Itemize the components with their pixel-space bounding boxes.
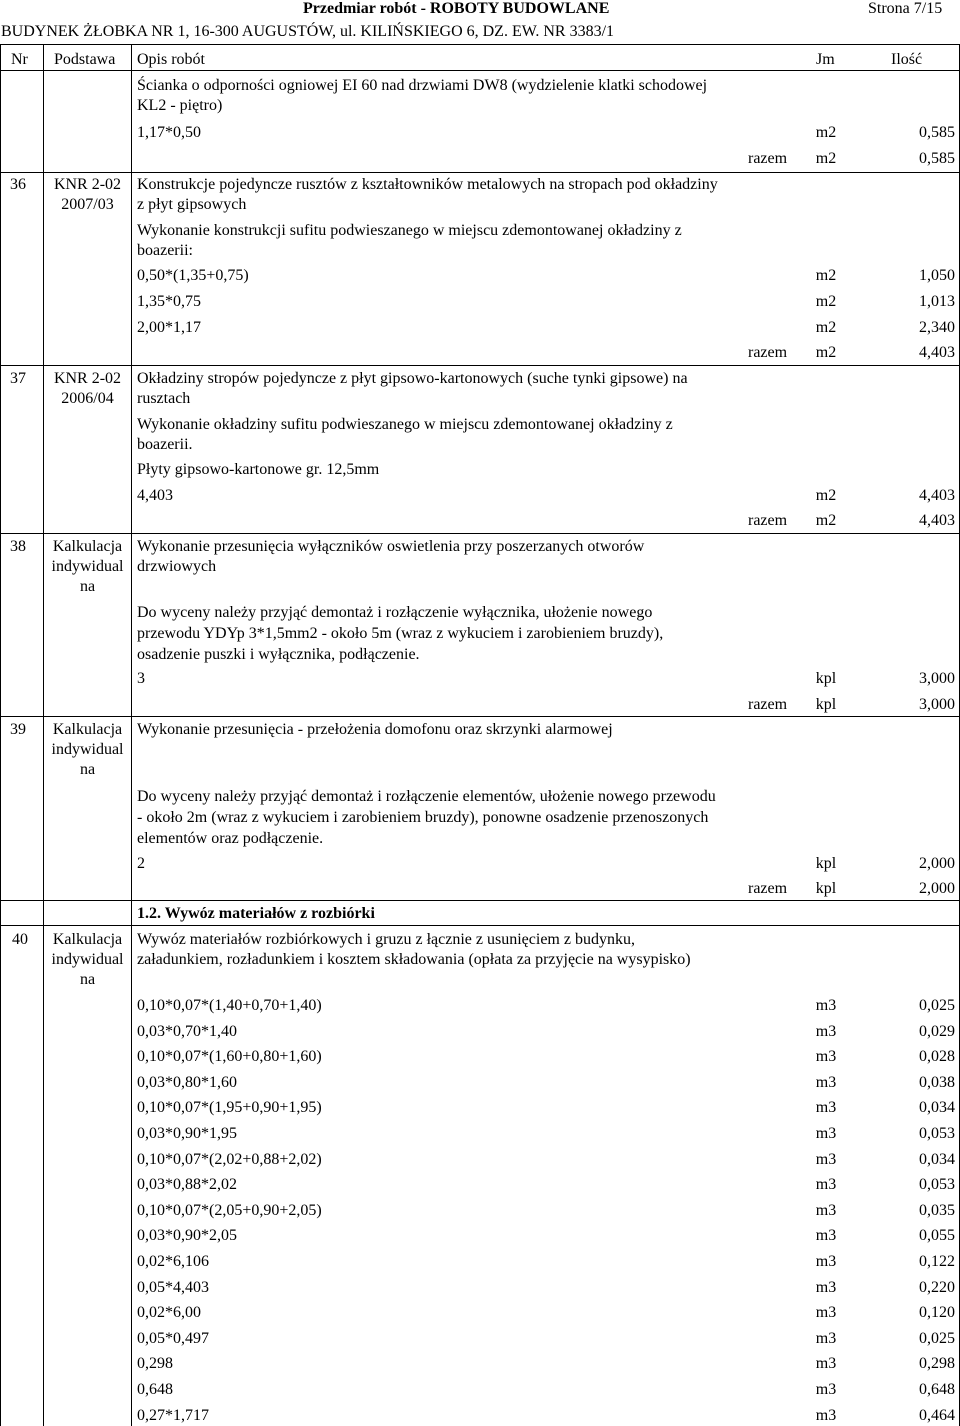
calc-expression: 0,648 [137,1381,173,1398]
page-number: Strona 7/15 [868,0,943,17]
row-separator [0,925,960,926]
calc-quantity: 0,464 [919,1407,955,1424]
calc-unit: m3 [815,1125,837,1142]
row-separator [0,172,960,173]
total-unit: kpl [815,696,837,713]
item-title-line: Konstrukcje pojedyncze rusztów z kształtowników metalowych na stropach pod okładziny [137,176,718,193]
calc-unit: m3 [815,1330,837,1347]
total-label: razem [748,150,788,167]
item-title-line: Wywóz materiałów rozbiórkowych i gruzu z łącznie z usunięciem z budynku, [137,931,635,948]
item-note-line: Wykonanie konstrukcji sufitu podwieszanego w miejscu zdemontowanej okładziny z [137,222,682,239]
description-line: KL2 - piętro) [137,97,223,114]
calc-expression: 0,03*0,90*2,05 [137,1227,237,1244]
calc-quantity: 0,034 [919,1099,955,1116]
total-label: razem [748,512,788,529]
item-title-line: Wykonanie przesunięcia wyłączników oswietlenia przy poszerzanych otworów [137,538,645,555]
item-basis: 2007/03 [61,196,114,213]
calc-unit: m3 [815,1381,837,1398]
calc-expression: 0,27*1,717 [137,1407,209,1424]
project-address: BUDYNEK ŻŁOBKA NR 1, 16-300 AUGUSTÓW, ul. KILIŃSKIEGO 6, DZ. EW. NR 3383/1 [1,23,615,40]
item-basis: Kalkulacja [52,538,123,555]
calc-unit: m3 [815,1074,837,1091]
total-quantity: 4,403 [919,344,955,361]
item-basis: KNR 2-02 [53,176,122,193]
total-quantity: 4,403 [919,512,955,529]
col-header-quantity: Ilość [891,51,923,68]
calc-expression: 0,10*0,07*(1,40+0,70+1,40) [137,997,322,1014]
calc-quantity: 0,034 [919,1151,955,1168]
item-basis: na [79,578,96,595]
total-quantity: 3,000 [919,696,955,713]
calc-unit: m3 [815,1048,837,1065]
calc-unit: m2 [815,487,837,504]
calc-expression: 0,03*0,80*1,60 [137,1074,237,1091]
calc-unit: m3 [815,1407,837,1424]
calc-quantity: 2,000 [919,855,955,872]
calc-quantity: 2,340 [919,319,955,336]
calc-expression: 3 [137,670,145,687]
calc-quantity: 0,038 [919,1074,955,1091]
item-basis: indywidual [51,558,124,575]
calc-unit: m3 [815,1304,837,1321]
total-quantity: 0,585 [919,150,955,167]
calc-quantity: 0,053 [919,1125,955,1142]
total-unit: m2 [815,150,837,167]
calc-quantity: 1,050 [919,267,955,284]
calc-quantity: 0,585 [919,124,955,141]
item-note-line: boazerii. [137,436,193,453]
item-note-line: boazerii: [137,242,193,259]
calc-quantity: 0,028 [919,1048,955,1065]
item-note-line: - około 2m (wraz z wykuciem i zarobieniem bruzdy), ponowne osadzenie przenoszonych [137,809,709,826]
item-title-line: drzwiowych [137,558,217,575]
calc-quantity: 0,298 [919,1355,955,1372]
calc-unit: m3 [815,1099,837,1116]
col-header-basis: Podstawa [54,51,116,68]
item-note-line: osadzenie puszki i wyłącznika, podłączenie. [137,646,420,663]
calc-expression: 0,03*0,90*1,95 [137,1125,237,1142]
calc-unit: m2 [815,319,837,336]
calc-unit: kpl [815,855,837,872]
calc-quantity: 0,220 [919,1279,955,1296]
item-note-line: elementów oraz podłączenie. [137,830,324,847]
calc-quantity: 0,035 [919,1202,955,1219]
calc-expression: 0,10*0,07*(2,02+0,88+2,02) [137,1151,322,1168]
calc-expression: 0,02*6,106 [137,1253,209,1270]
calc-expression: 0,10*0,07*(1,95+0,90+1,95) [137,1099,322,1116]
calc-unit: m3 [815,1279,837,1296]
calc-unit: m3 [815,1151,837,1168]
item-basis: KNR 2-02 [53,370,122,387]
calc-unit: m3 [815,1176,837,1193]
calc-quantity: 0,053 [919,1176,955,1193]
calc-unit: m2 [815,124,837,141]
calc-expression: 0,10*0,07*(2,05+0,90+2,05) [137,1202,322,1219]
calc-quantity: 0,055 [919,1227,955,1244]
row-separator [0,900,960,901]
calc-expression: 0,298 [137,1355,173,1372]
calc-unit: m3 [815,1355,837,1372]
item-basis: indywidual [51,951,124,968]
item-number: 37 [10,370,26,387]
calc-unit: m3 [815,1202,837,1219]
description-line: Ścianka o odporności ogniowej EI 60 nad drzwiami DW8 (wydzielenie klatki schodowej [137,77,708,94]
total-label: razem [748,880,788,897]
total-label: razem [748,696,788,713]
row-separator [0,716,960,717]
row-separator [0,365,960,366]
calc-unit: m2 [815,293,837,310]
item-note-line: Do wyceny należy przyjąć demontaż i rozłączenie elementów, ułożenie nowego przewodu [137,788,716,805]
item-note-line: Wykonanie okładziny sufitu podwieszanego w miejscu zdemontowanej okładziny z [137,416,673,433]
document-title: Przedmiar robót - ROBOTY BUDOWLANE [303,0,610,17]
col-separator-basis [131,44,132,1426]
col-header-nr: Nr [11,51,28,68]
item-title-line: załadunkiem, rozładunkiem i kosztem składowania (opłata za przyjęcie na wysypisko) [137,951,691,968]
item-number: 38 [10,538,26,555]
calc-unit: m3 [815,997,837,1014]
item-basis: Kalkulacja [52,721,123,738]
table-left-border [0,44,1,1426]
item-number: 39 [10,721,26,738]
item-title-line: Wykonanie przesunięcia - przełożenia domofonu oraz skrzynki alarmowej [137,721,613,738]
item-note-line: Do wyceny należy przyjąć demontaż i rozłączenie wyłącznika, ułożenie nowego [137,604,653,621]
item-note-line: Płyty gipsowo-kartonowe gr. 12,5mm [137,461,380,478]
row-separator [0,533,960,534]
calc-expression: 0,05*4,403 [137,1279,209,1296]
total-unit: kpl [815,880,837,897]
calc-quantity: 0,025 [919,997,955,1014]
calc-unit: m2 [815,267,837,284]
item-basis: indywidual [51,741,124,758]
calc-expression: 1,17*0,50 [137,124,201,141]
item-basis: na [79,761,96,778]
item-title-line: Okładziny stropów pojedyncze z płyt gipsowo-kartonowych (suche tynki gipsowe) na [137,370,688,387]
calc-quantity: 0,648 [919,1381,955,1398]
total-unit: m2 [815,512,837,529]
calc-unit: m3 [815,1023,837,1040]
header-bottom-rule [0,70,960,71]
calc-quantity: 4,403 [919,487,955,504]
section-heading: 1.2. Wywóz materiałów z rozbiórki [137,905,375,922]
calc-quantity: 1,013 [919,293,955,310]
calc-expression: 0,03*0,88*2,02 [137,1176,237,1193]
calc-expression: 1,35*0,75 [137,293,201,310]
total-label: razem [748,344,788,361]
calc-expression: 0,05*0,497 [137,1330,209,1347]
calc-expression: 0,50*(1,35+0,75) [137,267,249,284]
col-header-description: Opis robót [137,51,205,68]
item-number: 40 [12,931,28,948]
calc-unit: m3 [815,1227,837,1244]
calc-expression: 4,403 [137,487,173,504]
calc-unit: kpl [815,670,837,687]
calc-quantity: 0,120 [919,1304,955,1321]
item-title-line: z płyt gipsowych [137,196,247,213]
total-quantity: 2,000 [919,880,955,897]
calc-quantity: 0,029 [919,1023,955,1040]
calc-expression: 2 [137,855,145,872]
item-basis: na [79,971,96,988]
item-note-line: przewodu YDYp 3*1,5mm2 - około 5m (wraz z wykuciem i zarobieniem bruzdy), [137,625,664,642]
item-title-line: rusztach [137,390,191,407]
calc-expression: 0,02*6,00 [137,1304,201,1321]
item-basis: Kalkulacja [52,931,123,948]
header-top-rule [0,44,960,45]
calc-expression: 0,10*0,07*(1,60+0,80+1,60) [137,1048,322,1065]
total-unit: m2 [815,344,837,361]
item-number: 36 [10,176,26,193]
calc-quantity: 0,122 [919,1253,955,1270]
col-header-unit: Jm [816,51,835,68]
calc-quantity: 3,000 [919,670,955,687]
calc-quantity: 0,025 [919,1330,955,1347]
item-basis: 2006/04 [61,390,114,407]
calc-unit: m3 [815,1253,837,1270]
calc-expression: 2,00*1,17 [137,319,201,336]
calc-expression: 0,03*0,70*1,40 [137,1023,237,1040]
